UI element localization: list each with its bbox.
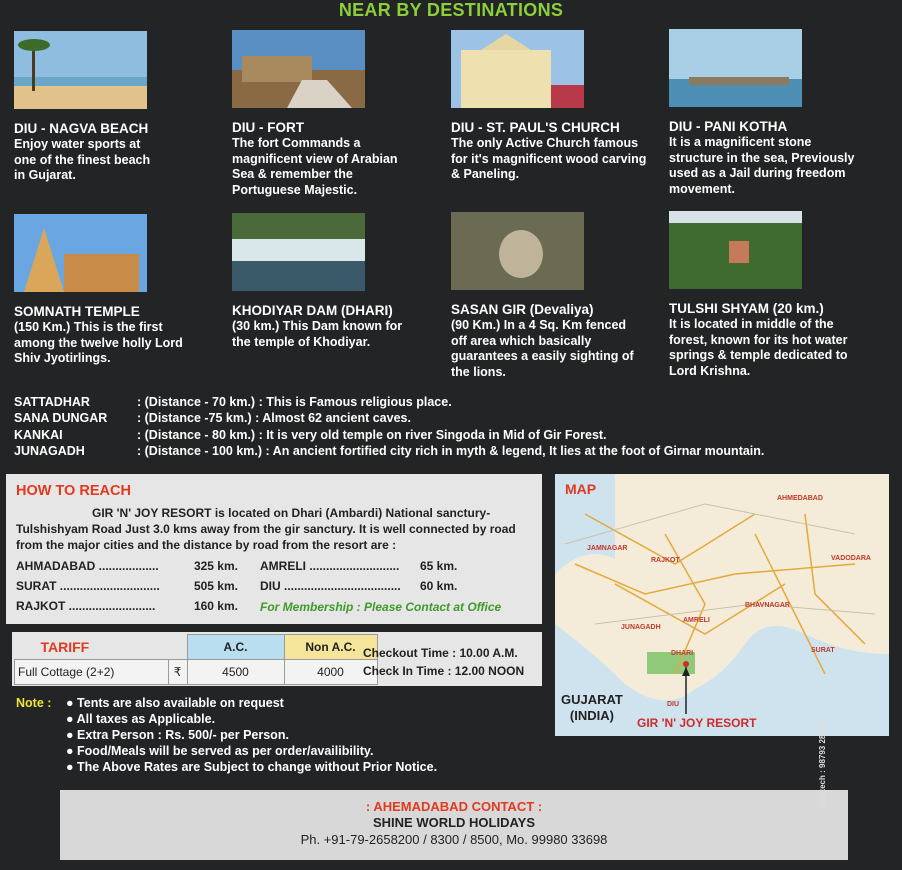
extra-places-list: [14, 394, 894, 459]
contact-phone: Ph. +91-79-2658200 / 8300 / 8500, Mo. 99980 33698: [300, 832, 608, 847]
page-title: NEAR BY DESTINATIONS: [338, 0, 564, 20]
beach-photo: [14, 31, 147, 109]
distance-value: 160 km.: [193, 599, 238, 613]
pani-kotha-photo: [669, 29, 802, 107]
destination-card: [451, 212, 666, 380]
fort-photo: [232, 30, 365, 108]
nonac-price: 4000: [284, 660, 377, 685]
destination-desc: It is a magnificent stone structure in the sea, Previously used as a Jail during freedom movement.: [669, 135, 855, 196]
how-to-reach-text: GIR 'N' JOY RESORT is located on Dhari (Ambardi) National sanctury-Tulshishyam Road Just 3.0 kms away from the gir sanctury. It is well connected by road from the major cities and the distance by road from the resort are :: [16, 506, 516, 552]
contact-heading: : AHEMADABAD CONTACT :: [365, 799, 543, 814]
note-label: Note :: [16, 696, 52, 710]
distance-value: 60 km.: [420, 579, 458, 593]
destination-name: SOMNATH TEMPLE: [14, 304, 140, 319]
distance-row: AMRELI ...........................: [260, 559, 400, 573]
destination-card: [669, 29, 884, 197]
destination-card: [14, 31, 229, 184]
destination-name: KHODIYAR DAM (DHARI): [232, 303, 393, 318]
map-heading: MAP: [565, 481, 597, 497]
list-item: ● Food/Meals will be served as per order/availibility.: [66, 744, 374, 758]
ac-column-header: A.C.: [187, 635, 284, 660]
destination-card: [669, 211, 884, 379]
map-city: BHAVNAGAR: [745, 602, 790, 609]
destination-desc: It is located in middle of the forest, known for its hot water springs & temple dedicated to Lord Krishna.: [669, 317, 848, 378]
list-item: KANKAI : (Distance - 80 km.) : It is very old temple on river Singoda in Mid of Gir Forest.: [14, 427, 607, 442]
timings: [363, 644, 524, 680]
contact-panel: [60, 790, 848, 860]
map-city: AHMEDABAD: [777, 495, 823, 502]
nonac-column-header: Non A.C.: [284, 635, 377, 660]
destination-name: DIU - PANI KOTHA: [669, 119, 788, 134]
destination-card: [232, 30, 447, 198]
ac-price: 4500: [187, 660, 284, 685]
map-city: JAMNAGAR: [587, 545, 628, 552]
list-item: SATTADHAR : (Distance - 70 km.) : This is Famous religious place.: [14, 395, 452, 409]
map-region-label: GUJARAT (INDIA): [561, 692, 623, 723]
distance-value: 505 km.: [193, 579, 238, 593]
checkout-time: Checkout Time : 10.00 A.M.: [363, 646, 518, 660]
resort-label: GIR 'N' JOY RESORT: [637, 716, 757, 730]
lion-photo: [451, 212, 584, 290]
destination-desc: (90 Km.) In a 4 Sq. Km fenced off area which basically guarantees a easily sighting of the lions.: [451, 318, 634, 379]
destination-name: DIU - NAGVA BEACH: [14, 121, 149, 136]
map-city: RAJKOT: [651, 557, 680, 564]
tariff-table: [14, 634, 378, 685]
distance-row: SURAT ..............................: [16, 579, 160, 593]
how-to-reach-heading: HOW TO REACH: [16, 483, 131, 499]
distance-row: DIU ...................................: [260, 579, 401, 593]
destination-card: [451, 30, 666, 183]
destination-card: [232, 213, 447, 350]
forest-photo: [669, 211, 802, 289]
map-city: SURAT: [811, 647, 835, 654]
checkin-time: Check In Time : 12.00 NOON: [363, 664, 525, 678]
map-city: VADODARA: [831, 555, 871, 562]
distance-value: 65 km.: [420, 559, 458, 573]
distance-value: 325 km.: [193, 559, 238, 573]
destination-desc: The only Active Church famous for it's magnificent wood carving & Paneling.: [451, 136, 647, 181]
destination-card: [14, 214, 229, 367]
map-city: DHARI: [671, 650, 694, 657]
tariff-row-label: Full Cottage (2+2): [15, 660, 169, 685]
destination-name: SASAN GIR (Devaliya): [451, 302, 594, 317]
distance-row: AHMADABAD ..................: [16, 559, 159, 573]
how-to-reach-panel: [6, 474, 542, 624]
destination-name: DIU - ST. PAUL'S CHURCH: [451, 120, 620, 135]
tariff-panel: [12, 632, 542, 686]
notes-list: [66, 695, 536, 775]
destination-desc: (150 Km.) This is the first among the twelve holly Lord Shiv Jyotirlings.: [14, 320, 183, 365]
rupee-icon: ₹: [168, 660, 187, 685]
list-item: ● All taxes as Applicable.: [66, 712, 216, 726]
map-city: DIU: [667, 701, 680, 708]
list-item: ● Tents are also available on request: [66, 696, 284, 710]
map-city: AMRELI: [683, 617, 710, 624]
temple-photo: [14, 214, 147, 292]
tariff-heading: TARIFF: [40, 638, 90, 655]
church-photo: [451, 30, 584, 108]
map-city: JUNAGADH: [621, 624, 661, 631]
list-item: ● Extra Person : Rs. 500/- per Person.: [66, 728, 289, 742]
distance-row: RAJKOT ..........................: [16, 599, 156, 613]
membership-note: For Membership : Please Contact at Office: [260, 600, 502, 614]
side-credit: Montech : 98793 28385: [818, 721, 827, 808]
contact-company: SHINE WORLD HOLIDAYS: [372, 815, 536, 830]
list-item: JUNAGADH : (Distance - 100 km.) : An ancient fortified city rich in myth & legend, It lies at the foot of Girnar mountain.: [14, 443, 765, 458]
map-panel: [555, 474, 889, 736]
destination-desc: The fort Commands a magnificent view of Arabian Sea & remember the Portuguese Majestic.: [232, 136, 398, 197]
dam-photo: [232, 213, 365, 291]
destination-name: TULSHI SHYAM (20 km.): [669, 301, 824, 316]
list-item: SANA DUNGAR : (Distance -75 km.) : Almost 62 ancient caves.: [14, 411, 411, 426]
destination-name: DIU - FORT: [232, 120, 304, 135]
destination-desc: (30 km.) This Dam known for the temple of Khodiyar.: [232, 319, 403, 349]
destination-desc: Enjoy water sports at one of the finest beach in Gujarat.: [14, 137, 151, 182]
list-item: ● The Above Rates are Subject to change without Prior Notice.: [66, 760, 438, 774]
